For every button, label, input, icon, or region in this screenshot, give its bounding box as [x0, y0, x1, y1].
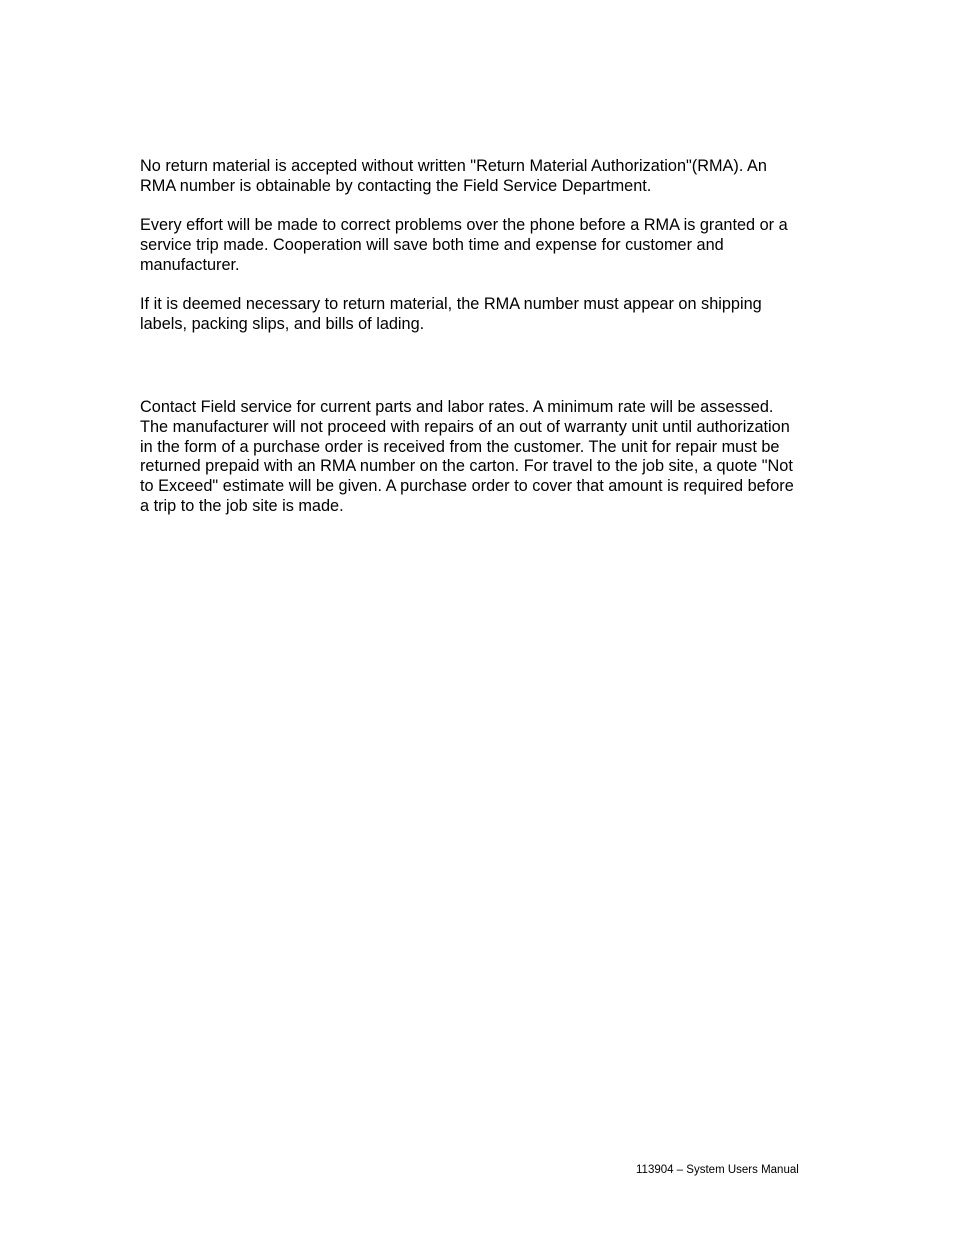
rma-requirement-paragraph	[140, 157, 840, 197]
paragraph-line: in the form of a purchase order is received from the customer. The unit for repair must be	[140, 437, 780, 456]
shipping-label-paragraph	[140, 295, 840, 335]
phone-support-paragraph	[140, 216, 840, 275]
repair-rates-paragraph	[140, 398, 840, 517]
paragraph-line: The manufacturer will not proceed with repairs of an out of warranty unit until authorization	[140, 417, 790, 436]
paragraph-line: service trip made. Cooperation will save both time and expense for customer and	[140, 235, 724, 254]
paragraph-line: If it is deemed necessary to return material, the RMA number must appear on shipping	[140, 295, 762, 313]
paragraph-line: Contact Field service for current parts and labor rates. A minimum rate will be assessed.	[140, 398, 774, 416]
paragraph-line: RMA number is obtainable by contacting the Field Service Department.	[140, 176, 652, 195]
paragraph-line: a trip to the job site is made.	[140, 496, 344, 515]
paragraph-line: No return material is accepted without written "Return Material Authorization"(RMA). An	[140, 157, 767, 175]
paragraph-line: returned prepaid with an RMA number on the carton. For travel to the job site, a quote "Not	[140, 457, 793, 476]
paragraph-line: labels, packing slips, and bills of lading.	[140, 314, 425, 333]
paragraph-line: Every effort will be made to correct problems over the phone before a RMA is granted or a	[140, 216, 788, 234]
page-footer: 113904 – System Users Manual	[636, 1164, 799, 1176]
paragraph-line: to Exceed" estimate will be given. A purchase order to cover that amount is required before	[140, 477, 794, 496]
paragraph-line: manufacturer.	[140, 255, 240, 274]
